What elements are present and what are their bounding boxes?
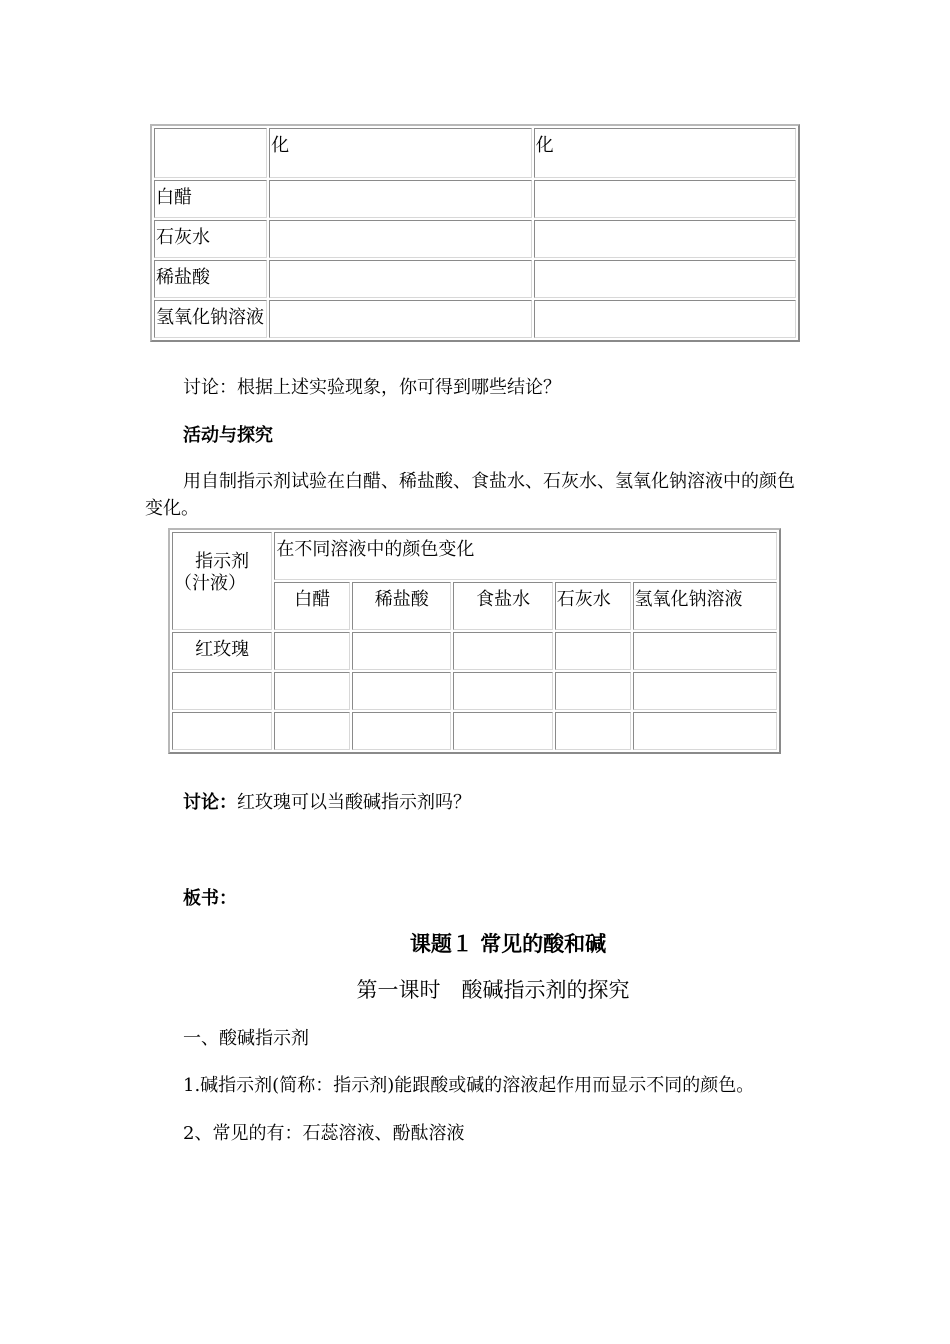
table-cell: [269, 220, 531, 258]
solution-header: 稀盐酸: [352, 582, 451, 630]
table-cell: [352, 712, 451, 750]
board-label: 板书：: [183, 888, 237, 909]
table-row: [172, 632, 777, 670]
table-cell: [555, 712, 631, 750]
table-cell: [555, 672, 631, 710]
table-cell: [172, 672, 272, 710]
solution-header: 白醋: [274, 582, 350, 630]
discussion-label: 讨论：: [183, 792, 237, 813]
table-cell: 石灰水: [154, 220, 267, 258]
solution-header: 食盐水: [453, 582, 552, 630]
table-cell: [453, 672, 552, 710]
solution-header: 氢氧化钠溶液: [633, 582, 777, 630]
table-cell: [154, 128, 267, 178]
table-header-row: [172, 532, 777, 580]
table-cell: [274, 632, 350, 670]
activity-heading: 活动与探究: [183, 425, 273, 446]
indicator-header-line2: （汁液）: [174, 573, 246, 594]
group-header-cell: 在不同溶液中的颜色变化: [274, 532, 777, 580]
table-cell: [633, 632, 777, 670]
table-cell: [534, 180, 796, 218]
table-cell: 白醋: [154, 180, 267, 218]
indicator-header-line1: 指示剂: [195, 551, 250, 572]
table-cell: [633, 672, 777, 710]
activity-text-line2: 变化。: [145, 498, 199, 519]
activity-text-line1: 用自制指示剂试验在白醋、稀盐酸、食盐水、石灰水、氢氧化钠溶液中的颜色: [183, 471, 795, 492]
table-cell: [534, 220, 796, 258]
table-row: [154, 300, 796, 338]
table-cell: [269, 260, 531, 298]
solution-header: 石灰水: [555, 582, 631, 630]
table-cell: [534, 260, 796, 298]
table-row: [172, 712, 777, 750]
table-cell: [352, 672, 451, 710]
table-row: [154, 180, 796, 218]
table-header-row: [154, 128, 796, 178]
section-heading: 一、酸碱指示剂: [183, 1028, 309, 1049]
table-cell: [352, 632, 451, 670]
table-row: [154, 260, 796, 298]
discussion-question-2: [183, 788, 471, 814]
table-cell: [453, 632, 552, 670]
table-cell: [274, 672, 350, 710]
table-cell: [534, 300, 796, 338]
table-cell: [633, 712, 777, 750]
table-row: [172, 672, 777, 710]
table-cell: [453, 712, 552, 750]
homemade-indicator-table: [168, 528, 781, 754]
table-cell: [269, 180, 531, 218]
table-row: [154, 220, 796, 258]
table-cell: 稀盐酸: [154, 260, 267, 298]
point-2: 2、常见的有：石蕊溶液、酚酞溶液: [183, 1123, 465, 1144]
indicator-results-table: [150, 124, 800, 342]
table-cell: 红玫瑰: [172, 632, 272, 670]
table-cell: [555, 632, 631, 670]
table-cell: [274, 712, 350, 750]
discussion-question: 讨论：根据上述实验现象，你可得到哪些结论？: [183, 377, 561, 398]
table-cell: [172, 712, 272, 750]
table-cell: 氢氧化钠溶液: [154, 300, 267, 338]
discussion-text: 红玫瑰可以当酸碱指示剂吗？: [237, 792, 471, 813]
indicator-header-cell: [172, 532, 272, 630]
lesson-title: 课题１ 常见的酸和碱: [409, 931, 607, 956]
table-cell: 化: [269, 128, 531, 178]
table-cell: 化: [534, 128, 796, 178]
lesson-subtitle: 第一课时 酸碱指示剂的探究: [356, 978, 630, 1002]
table-cell: [269, 300, 531, 338]
point-1: 1.碱指示剂(简称：指示剂)能跟酸或碱的溶液起作用而显示不同的颜色。: [183, 1075, 755, 1096]
